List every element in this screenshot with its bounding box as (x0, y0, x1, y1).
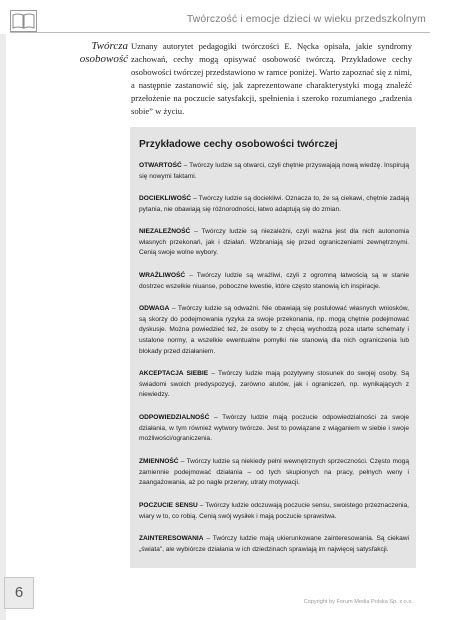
open-book-icon (10, 10, 37, 32)
trait-item-zainteresowania (139, 534, 409, 555)
intro-paragraph: Uznany autorytet pedagogiki twórczości E. Nęcka opisała, jakie syndromy zachowań, cechy mogą opisywać osobowość twórczą. Przykładowe cechy osobowości twórczej przedstawiono w ramce poniżej. Warto zapoznać się z nimi, a następnie zastanowić się, jak zaprezentowane charakterystyki mogą znaleźć przełożenie na poczucie satysfakcji, spełnienia i szeroko rozumianego „radzenia sobie” w życiu. (131, 41, 412, 117)
trait-item-wrazliwosc (139, 271, 409, 292)
trait-name: DOCIEKLIWOŚĆ (139, 195, 192, 202)
margin-heading-line-2: osobowość (79, 52, 128, 65)
page-edge-strip (0, 34, 6, 620)
trait-item-zmiennosc (139, 457, 409, 489)
trait-description: – Twórczy ludzie są wrażliwi, czyli z ogromną łatwością są w stanie dostrzec wszelkie niuanse, poboczne kwestie, które często stanowią ich inspiracje. (139, 272, 409, 290)
trait-description: – Twórczy ludzie odczuwają poczucie sensu, swoistego przeznaczenia, wiary w to, co robią. Cenią swój wysiłek i mają poczucie sprawstwa. (139, 502, 410, 520)
trait-name: NIEZALEŻNOŚĆ (139, 228, 191, 235)
trait-description: – Twórczy ludzie są niezależni, czyli ważna jest dla nich autonomia własnych przekonań, jak i działań. Wzbraniają się przed ograniczeniami zewnętrznymi. Cenią swoje wolne wybory. (139, 228, 409, 257)
trait-description: – Twórczy ludzie mają pozytywny stosunek do swojej osoby. Są świadomi swoich predyspozycji, zarówno atutów, jak i ograniczeń, np. wynikających z niewiedzy. (139, 370, 410, 399)
trait-description: – Twórczy ludzie są odważni. Nie obawiają się postulować własnych wniosków, są skorzy do podejmowania ryzyka za swoje przekonania, np. mogą chętnie podejmować dyskusje. Można powiedzieć też, że osoby te z chęcią wychodzą poza utarte schematy i ustalone normy, a wszelkie ewentualne pomyłki nie stanowią dla nich ograniczenia lub blokady przed działaniem. (139, 305, 409, 355)
trait-name: OTWARTOŚĆ (139, 162, 182, 169)
trait-description: – Twórczy ludzie są dociekliwi. Oznacza to, że są ciekawi, chętnie zadają pytania, nie obawiają się różnorodności, łatwo adaptują się do zmian. (139, 195, 409, 213)
margin-heading (76, 40, 128, 65)
trait-name: AKCEPTACJA SIEBIE (139, 370, 209, 377)
trait-name: ODWAGA (139, 305, 170, 312)
header-divider (10, 32, 430, 33)
margin-heading-line-1: Twórcza (91, 40, 128, 52)
page-number: 6 (14, 584, 24, 601)
copyright-footer: Copyright by Forum Media Polska Sp. z o.o. (303, 599, 413, 605)
trait-name: WRAŻLIWOŚĆ (139, 272, 186, 279)
trait-name: ZAINTERESOWANIA (139, 535, 204, 542)
trait-item-akceptacja-siebie (139, 369, 409, 401)
traits-box (130, 127, 416, 568)
trait-description: – Twórczy ludzie mają ukierunkowane zainteresowania. Są ciekawi „świata”, ale wybiórcze działania w ich dziedzinach sprawiają im najwięcej satysfakcji. (139, 535, 409, 553)
trait-name: ODPOWIEDZIALNOŚĆ (139, 414, 210, 421)
traits-box-title: Przykładowe cechy osobowości twórczej (139, 139, 338, 150)
trait-item-dociekliwosc (139, 194, 409, 215)
trait-item-niezaleznosc (139, 227, 409, 259)
trait-item-odwaga (139, 304, 409, 357)
page-number-tab (4, 577, 34, 609)
trait-description: – Twórczy ludzie są niekiedy pełni wewnętrznych sprzeczności. Często mogą zamiennie podejmować działania – od tych skupionych na pracy, pełnych weny i zaangażowania, aż po nagłe przerwy, utraty motywacji. (139, 458, 409, 487)
trait-item-otwartosc (139, 161, 409, 182)
running-header-title: Twórczość i emocje dzieci w wieku przedszkolnym (186, 14, 426, 25)
trait-item-poczucie-sensu (139, 501, 409, 522)
trait-description: – Twórczy ludzie mają poczucie odpowiedzialności za swoje działania, w tym również wytwory twórcze. Jest to powiązane z wiąganiem w siebie i swoje możliwości/ograniczenia. (139, 414, 409, 443)
trait-name: POCZUCIE SENSU (139, 502, 198, 509)
trait-item-odpowiedzialnosc (139, 413, 409, 445)
trait-name: ZMIENNOŚĆ (139, 458, 179, 465)
trait-description: – Twórczy ludzie są otwarci, czyli chętnie przyswajają nową wiedzę. Inspirują się nowymi faktami. (139, 162, 409, 180)
